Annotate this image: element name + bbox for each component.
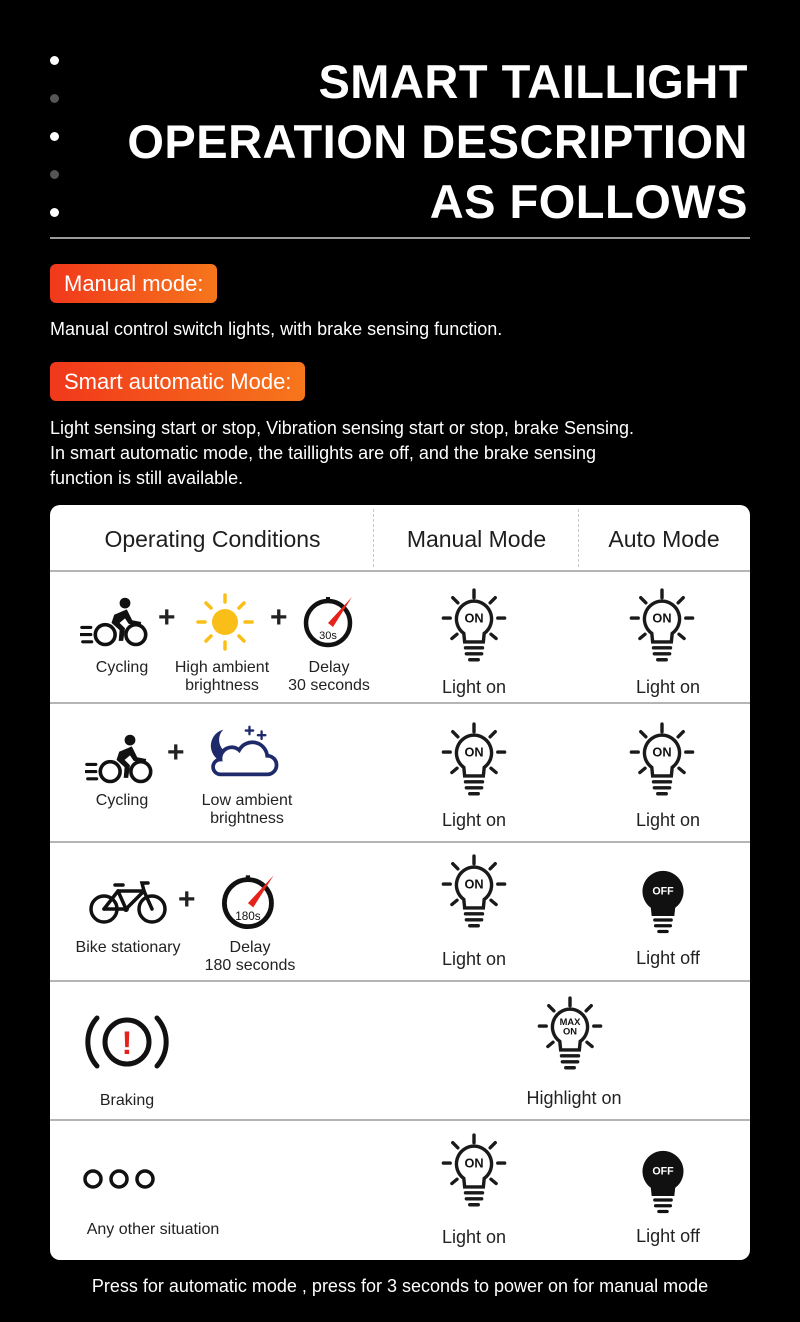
header-manual: Manual Mode <box>406 526 547 552</box>
timer-icon <box>218 871 280 931</box>
label-line: 180 seconds <box>204 957 296 974</box>
operation-table <box>50 505 750 1260</box>
plus-sign: + <box>178 883 196 916</box>
auto-mode-description <box>50 416 750 491</box>
condition-label: Cycling <box>95 659 149 676</box>
manual-result: Light on <box>441 677 507 697</box>
row-divider <box>50 702 750 704</box>
decorative-dots <box>50 56 62 246</box>
header-auto: Auto Mode <box>608 526 720 552</box>
label-line: Delay <box>308 659 350 676</box>
page-title <box>127 52 748 232</box>
manual-result: Light on <box>441 1227 507 1247</box>
title-line: SMART TAILLIGHT <box>318 55 748 108</box>
auto-mode-badge: Smart automatic Mode: <box>50 362 305 401</box>
plus-sign: + <box>167 736 185 769</box>
sun-icon <box>195 592 255 652</box>
bulb-text: ON <box>562 1026 578 1037</box>
label-line: 30 seconds <box>288 677 370 694</box>
bulb-on-icon <box>628 721 696 807</box>
dot <box>50 208 59 217</box>
condition-label <box>279 659 379 695</box>
header-conditions: Operating Conditions <box>104 526 321 552</box>
desc-line: In smart automatic mode, the taillights are off, and the brake sensing <box>50 443 596 463</box>
dot <box>50 132 59 141</box>
condition-label: Bike stationary <box>75 939 181 956</box>
timer-label: 30s <box>319 630 337 642</box>
cyclist-icon <box>85 732 157 786</box>
auto-result: Light on <box>635 677 701 697</box>
header-separator <box>373 509 374 567</box>
condition-label <box>190 792 304 828</box>
bulb-text: ON <box>464 744 484 760</box>
auto-result: Light on <box>635 810 701 830</box>
manual-result: Light on <box>441 949 507 969</box>
auto-result: Light off <box>636 948 700 968</box>
bulb-text: OFF <box>652 1165 674 1178</box>
brake-mark: ! <box>121 1025 133 1061</box>
desc-line: function is still available. <box>50 468 244 488</box>
row-divider <box>50 841 750 843</box>
condition-label: Any other situation <box>86 1221 220 1238</box>
manual-mode-badge: Manual mode: <box>50 264 217 303</box>
auto-result: Light off <box>636 1226 700 1246</box>
timer-icon <box>300 593 358 649</box>
plus-sign: + <box>270 601 288 634</box>
moon-cloud-icon <box>200 723 284 781</box>
bulb-on-icon <box>628 587 696 673</box>
bulb-on-icon <box>440 1132 508 1218</box>
bulb-text: ON <box>464 1155 484 1171</box>
row-divider <box>50 980 750 982</box>
bike-icon <box>88 877 168 927</box>
table-header <box>50 505 750 571</box>
title-line: OPERATION DESCRIPTION <box>127 115 748 168</box>
label-line: brightness <box>185 677 259 694</box>
manual-result: Light on <box>441 810 507 830</box>
bulb-text: ON <box>652 744 672 760</box>
condition-label <box>165 659 279 695</box>
manual-mode-description: Manual control switch lights, with brake sensing function. <box>50 319 503 339</box>
title-line: AS FOLLOWS <box>429 175 748 228</box>
condition-label: Braking <box>99 1092 155 1109</box>
row-divider <box>50 570 750 572</box>
cyclist-icon <box>80 595 152 649</box>
dot <box>50 56 59 65</box>
row-divider <box>50 1119 750 1121</box>
label-line: Low ambient <box>201 792 293 809</box>
bulb-on-icon <box>440 587 508 673</box>
combined-result: Highlight on <box>526 1088 622 1108</box>
dot <box>50 170 59 179</box>
condition-label <box>195 939 305 975</box>
bulb-text: ON <box>652 610 672 626</box>
bulb-text: ON <box>464 876 484 892</box>
more-dots-icon <box>82 1167 156 1191</box>
bulb-on-icon <box>440 721 508 807</box>
bulb-max-icon <box>536 995 604 1081</box>
plus-sign: + <box>158 601 176 634</box>
label-line: Delay <box>229 939 271 956</box>
bulb-off-icon <box>630 1141 696 1223</box>
footer-instruction: Press for automatic mode , press for 3 seconds to power on for manual mode <box>91 1276 709 1296</box>
timer-label: 180s <box>235 910 261 924</box>
brake-warning-icon <box>80 1010 174 1074</box>
bulb-text: MAX <box>559 1017 581 1028</box>
bulb-text: OFF <box>652 885 674 898</box>
bulb-on-icon <box>440 853 508 939</box>
title-divider <box>50 237 750 239</box>
label-line: High ambient <box>174 659 270 676</box>
desc-line: Light sensing start or stop, Vibration sensing start or stop, brake Sensing. <box>50 418 634 438</box>
condition-label: Cycling <box>95 792 149 809</box>
bulb-text: ON <box>464 610 484 626</box>
dot <box>50 94 59 103</box>
label-line: brightness <box>210 810 284 827</box>
bulb-off-icon <box>630 861 696 943</box>
